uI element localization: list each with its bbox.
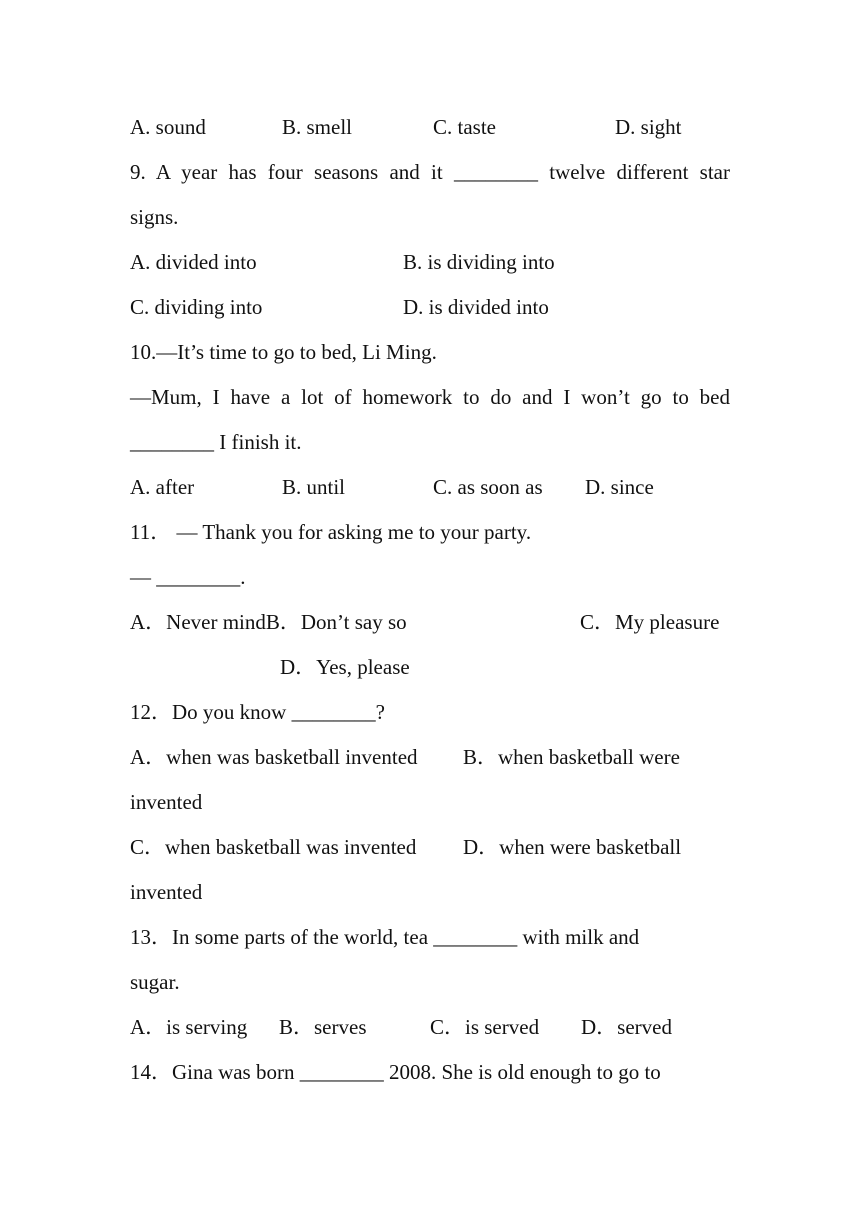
q10-option-a: A. after — [130, 475, 195, 499]
q13-option-a: A．is serving — [130, 1015, 248, 1039]
q10-stem-line-3: ________ I finish it. — [130, 430, 302, 454]
q11-option-c: C．My pleasure — [580, 610, 720, 634]
q9-option-d: D. is divided into — [403, 295, 549, 319]
q11-stem-line-2: — ________. — [130, 565, 246, 589]
q10-option-b: B. until — [282, 475, 346, 499]
q13-stem-line-1: 13．In some parts of the world, tea ________ with milk and — [130, 925, 640, 949]
q13-option-d: D．served — [581, 1015, 672, 1039]
q11-option-ab: A．Never mindB．Don’t say so — [130, 610, 407, 634]
q9-option-c: C. dividing into — [130, 295, 263, 319]
q9-option-b: B. is dividing into — [403, 250, 555, 274]
q10-stem-line-1: 10.—It’s time to go to bed, Li Ming. — [130, 340, 437, 364]
q8-option-d: D. sight — [615, 115, 682, 139]
q14-stem-line-1: 14．Gina was born ________ 2008. She is old enough to go to — [130, 1060, 661, 1084]
q9-option-a: A. divided into — [130, 250, 257, 274]
q12-option-a: A．when was basketball invented — [130, 745, 418, 769]
q13-stem-line-2: sugar. — [130, 970, 180, 994]
q11-stem-line-1: 11． — Thank you for asking me to your party. — [130, 520, 532, 544]
q12-option-d-continued: invented — [130, 880, 203, 904]
q12-option-b: B．when basketball were — [463, 745, 680, 769]
q9-stem-line-2: signs. — [130, 205, 179, 229]
q10-option-d: D. since — [585, 475, 654, 499]
q12-option-b-continued: invented — [130, 790, 203, 814]
q8-option-c: C. taste — [433, 115, 496, 139]
q10-option-c: C. as soon as — [433, 475, 543, 499]
q13-option-b: B．serves — [279, 1015, 367, 1039]
q12-option-d: D．when were basketball — [463, 835, 682, 859]
q12-stem-line-1: 12．Do you know ________? — [130, 700, 385, 724]
q12-option-c: C．when basketball was invented — [130, 835, 417, 859]
q13-option-c: C．is served — [430, 1015, 540, 1039]
q8-option-b: B. smell — [282, 115, 353, 139]
q8-option-a: A. sound — [130, 115, 206, 139]
q9-stem-line-1: 9. A year has four seasons and it ________ twelve different star — [130, 160, 730, 184]
q10-stem-line-2: —Mum, I have a lot of homework to do and I won’t go to bed — [130, 385, 730, 409]
q11-option-d: D．Yes, please — [280, 655, 410, 679]
